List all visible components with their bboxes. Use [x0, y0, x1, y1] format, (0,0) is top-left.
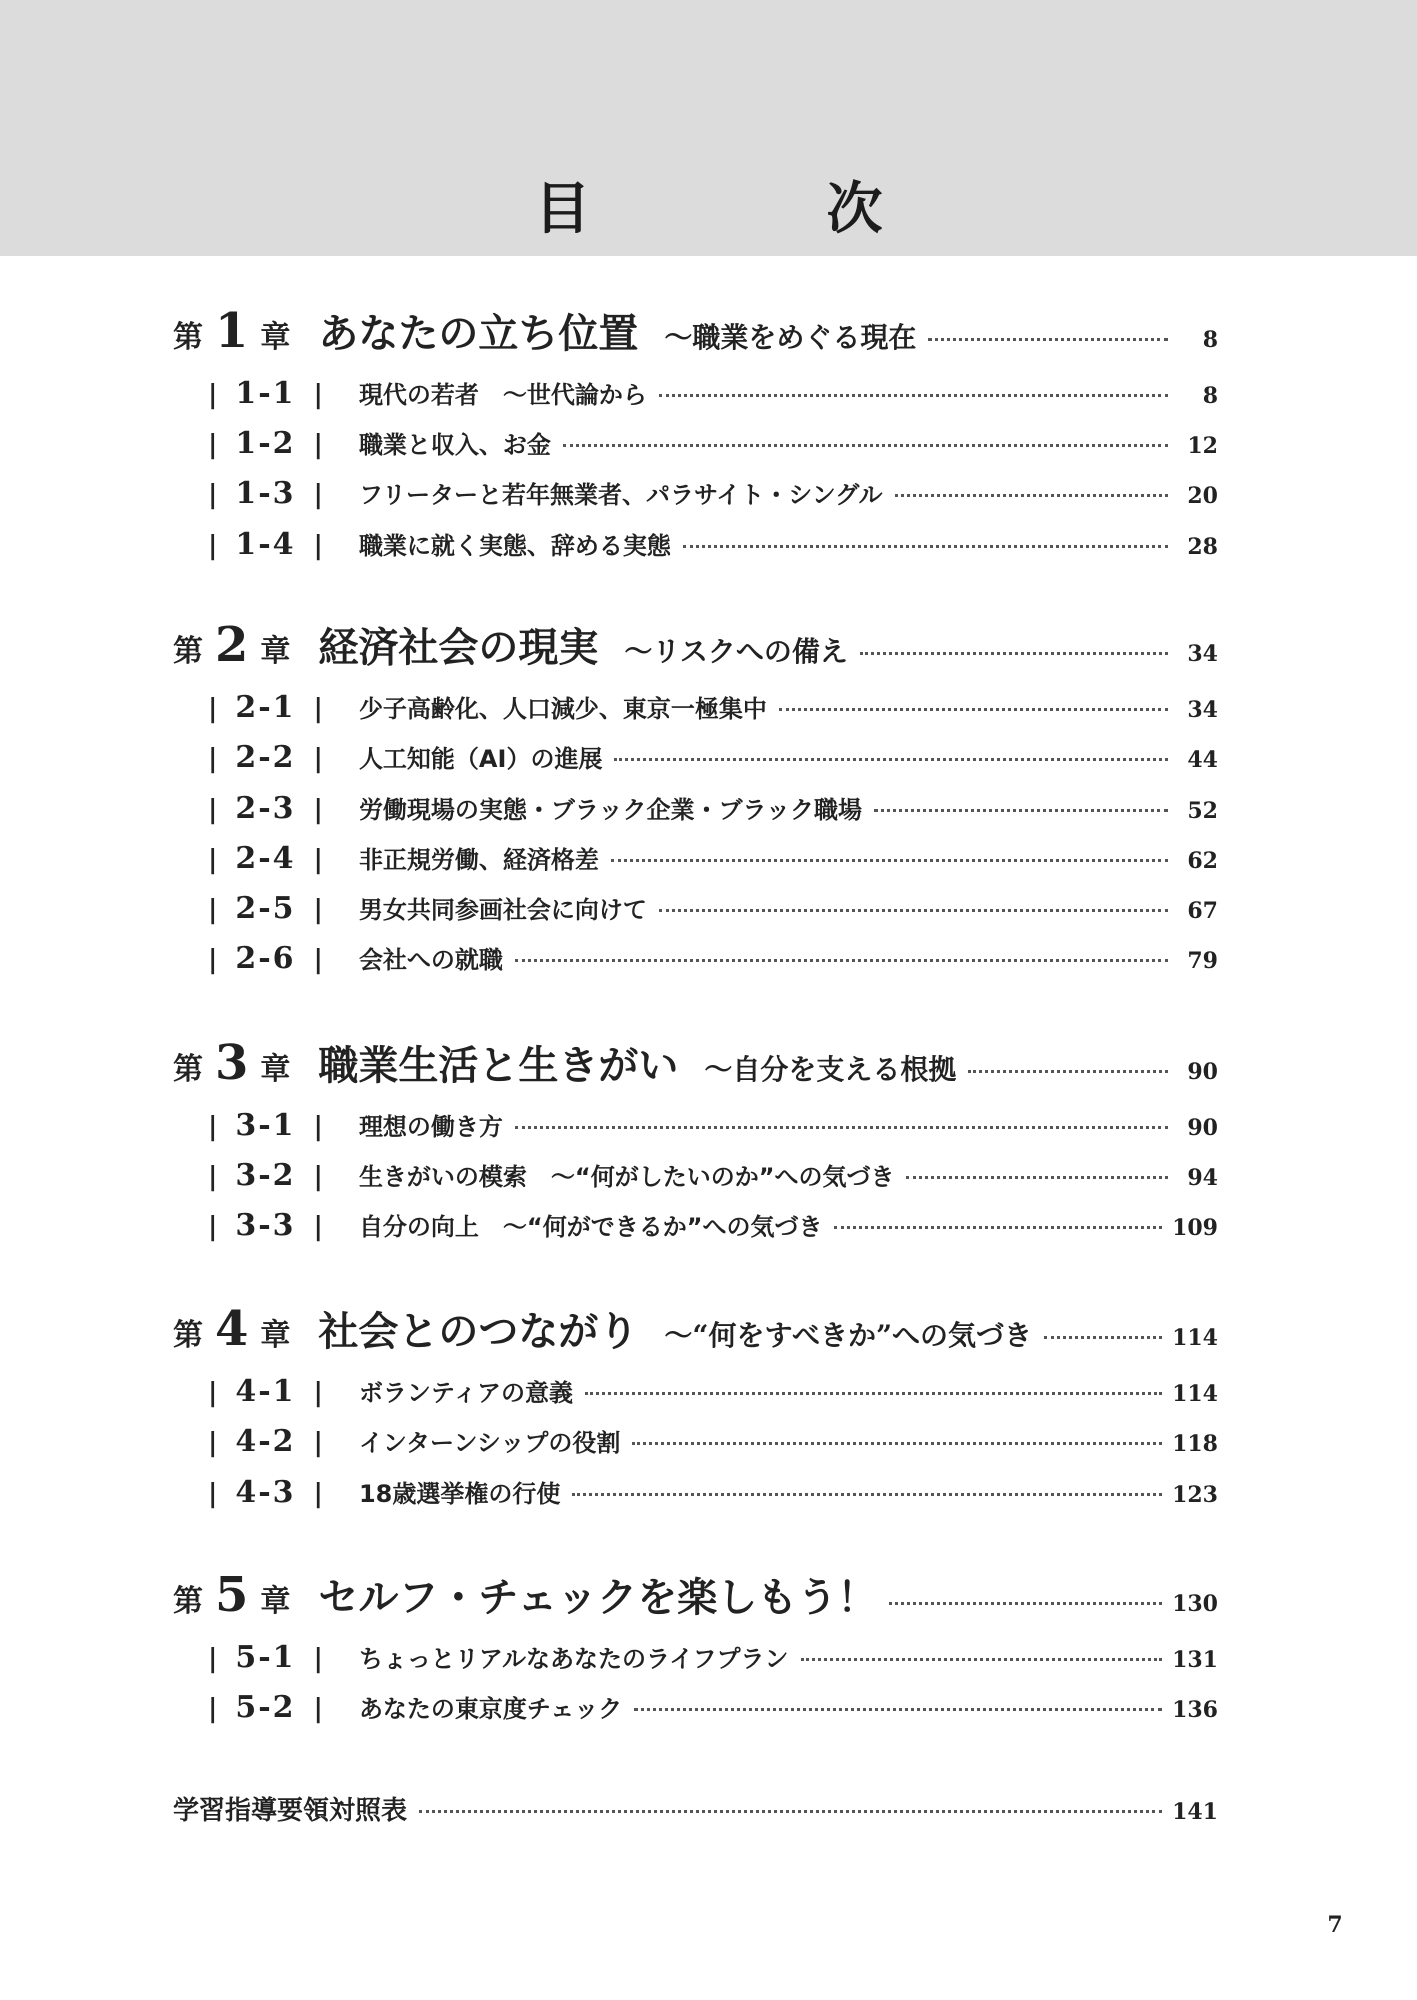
section-page: 34	[1187, 697, 1218, 723]
section-bar-right: |	[313, 945, 323, 975]
section-bar-left: |	[208, 744, 218, 774]
section-bar-left: |	[208, 1212, 218, 1242]
dot-leader	[860, 652, 1168, 655]
toc-section-row[interactable]	[208, 475, 1218, 519]
section-bar-left: |	[208, 845, 218, 875]
chapter-page: 34	[1187, 641, 1218, 667]
chapter-suffix: 章	[260, 1318, 291, 1353]
toc-section-row[interactable]	[208, 1474, 1218, 1518]
section-number: 1-4	[235, 527, 296, 562]
dot-leader	[659, 394, 1168, 397]
toc-section-row[interactable]	[208, 739, 1218, 783]
section-page: 52	[1187, 798, 1218, 824]
section-title: 人工知能（AI）の進展	[358, 745, 603, 773]
dot-leader	[874, 809, 1168, 812]
section-title: 生きがいの模索 〜“何がしたいのか”への気づき	[358, 1163, 895, 1191]
chapter-subtitle: 〜職業をめぐる現在	[664, 321, 917, 354]
section-title: インターンシップの役割	[358, 1429, 621, 1457]
section-page: 109	[1172, 1215, 1218, 1241]
section-title: 理想の働き方	[358, 1113, 503, 1141]
dot-leader	[968, 1070, 1168, 1073]
section-bar-left: |	[208, 1479, 218, 1509]
section-bar-right: |	[313, 480, 323, 510]
section-number: 2-4	[235, 841, 296, 876]
section-bar-left: |	[208, 480, 218, 510]
section-bar-right: |	[313, 1479, 323, 1509]
dot-leader	[632, 1442, 1162, 1445]
section-bar-right: |	[313, 694, 323, 724]
section-bar-left: |	[208, 1428, 218, 1458]
chapter-suffix: 章	[260, 320, 291, 355]
section-page: 44	[1187, 747, 1218, 773]
toc-section-row[interactable]	[208, 940, 1218, 984]
section-title: あなたの東京度チェック	[358, 1695, 623, 1723]
section-bar-left: |	[208, 380, 218, 410]
dot-leader	[834, 1226, 1162, 1229]
toc-section-row[interactable]	[208, 1157, 1218, 1201]
section-title: 職業と収入、お金	[358, 431, 551, 459]
section-page: 94	[1187, 1165, 1218, 1191]
section-page: 67	[1187, 898, 1218, 924]
chapter-prefix: 第	[173, 320, 203, 355]
dot-leader	[515, 1126, 1168, 1129]
dot-leader	[585, 1392, 1162, 1395]
section-page: 123	[1172, 1482, 1218, 1508]
section-title: ボランティアの意義	[358, 1379, 574, 1407]
toc-section-row[interactable]	[208, 689, 1218, 733]
section-bar-right: |	[313, 744, 323, 774]
toc-section-row[interactable]	[208, 840, 1218, 884]
toc-section-row[interactable]	[208, 1107, 1218, 1151]
section-bar-left: |	[208, 1694, 218, 1724]
section-number: 1-3	[235, 476, 296, 511]
chapter-page: 114	[1172, 1325, 1218, 1351]
chapter-suffix: 章	[260, 634, 291, 669]
section-number: 2-5	[235, 891, 296, 926]
chapter-number: 5	[215, 1567, 249, 1623]
section-bar-right: |	[313, 1212, 323, 1242]
chapter-number: 2	[215, 617, 249, 673]
section-page: 28	[1187, 534, 1218, 560]
dot-leader	[563, 444, 1168, 447]
toc-section-row[interactable]	[208, 526, 1218, 570]
section-page: 8	[1202, 383, 1218, 409]
section-number: 2-1	[235, 690, 296, 725]
chapter-title: あなたの立ち位置	[318, 310, 639, 357]
dot-leader	[779, 708, 1168, 711]
chapter-title: 社会とのつながり	[318, 1308, 639, 1355]
section-title: 現代の若者 〜世代論から	[358, 381, 647, 409]
section-bar-left: |	[208, 1378, 218, 1408]
section-bar-right: |	[313, 1112, 323, 1142]
section-title: 会社への就職	[358, 946, 503, 974]
toc-section-row[interactable]	[208, 375, 1218, 419]
section-title: 労働現場の実態・ブラック企業・ブラック職場	[358, 796, 862, 824]
section-bar-left: |	[208, 795, 218, 825]
section-title: 少子高齢化、人口減少、東京一極集中	[358, 695, 767, 723]
section-page: 20	[1187, 483, 1218, 509]
section-title: 男女共同参画社会に向けて	[358, 896, 647, 924]
section-title: 非正規労働、経済格差	[358, 846, 599, 874]
section-number: 2-6	[235, 941, 296, 976]
toc-chapter-row[interactable]	[173, 302, 1218, 366]
section-bar-right: |	[313, 1428, 323, 1458]
section-number: 3-2	[235, 1158, 296, 1193]
section-number: 4-3	[235, 1475, 296, 1510]
section-page: 12	[1187, 433, 1218, 459]
chapter-prefix: 第	[173, 1584, 203, 1619]
dot-leader	[634, 1708, 1162, 1711]
section-page: 79	[1187, 948, 1218, 974]
section-title: 自分の向上 〜“何ができるか”への気づき	[358, 1213, 823, 1241]
section-page: 131	[1172, 1647, 1218, 1673]
dot-leader	[611, 859, 1168, 862]
chapter-title: 経済社会の現実	[318, 624, 599, 671]
section-page: 90	[1187, 1115, 1218, 1141]
toc-chapter-row[interactable]	[173, 1034, 1218, 1098]
chapter-page: 130	[1172, 1591, 1218, 1617]
section-bar-left: |	[208, 1112, 218, 1142]
dot-leader	[906, 1176, 1168, 1179]
section-bar-right: |	[313, 1378, 323, 1408]
section-bar-left: |	[208, 430, 218, 460]
toc-section-row[interactable]	[208, 1423, 1218, 1467]
dot-leader	[515, 959, 1168, 962]
toc-chapter-row[interactable]	[173, 1566, 1218, 1630]
dot-leader	[928, 338, 1168, 341]
toc-section-row[interactable]	[208, 425, 1218, 469]
section-number: 1-1	[235, 376, 296, 411]
section-title: フリーターと若年無業者、パラサイト・シングル	[358, 481, 883, 509]
toc-section-row[interactable]	[208, 1207, 1218, 1251]
section-number: 4-2	[235, 1424, 296, 1459]
chapter-subtitle: 〜“何をすべきか”への気づき	[664, 1319, 1033, 1352]
dot-leader	[895, 494, 1169, 497]
section-bar-right: |	[313, 531, 323, 561]
section-page: 136	[1172, 1697, 1218, 1723]
section-bar-left: |	[208, 531, 218, 561]
section-bar-right: |	[313, 845, 323, 875]
section-bar-right: |	[313, 795, 323, 825]
dot-leader	[614, 758, 1168, 761]
chapter-subtitle: 〜リスクへの備え	[624, 635, 848, 668]
section-bar-right: |	[313, 380, 323, 410]
chapter-suffix: 章	[260, 1584, 291, 1619]
section-number: 2-3	[235, 791, 296, 826]
dot-leader	[1044, 1336, 1162, 1339]
chapter-prefix: 第	[173, 1318, 203, 1353]
section-number: 5-1	[235, 1640, 296, 1675]
chapter-number: 3	[215, 1035, 249, 1091]
toc-section-row[interactable]	[208, 890, 1218, 934]
toc-chapter-row[interactable]	[173, 616, 1218, 680]
dot-leader	[683, 545, 1168, 548]
page-title: 目 次	[534, 177, 973, 242]
chapter-suffix: 章	[260, 1052, 291, 1087]
toc-section-row[interactable]	[208, 1373, 1218, 1417]
section-number: 1-2	[235, 426, 296, 461]
section-bar-right: |	[313, 1694, 323, 1724]
section-bar-right: |	[313, 1162, 323, 1192]
section-bar-left: |	[208, 895, 218, 925]
section-bar-right: |	[313, 1644, 323, 1674]
dot-leader	[572, 1493, 1162, 1496]
section-bar-left: |	[208, 1644, 218, 1674]
chapter-number: 1	[215, 303, 249, 359]
section-number: 4-1	[235, 1374, 296, 1409]
section-number: 3-3	[235, 1208, 296, 1243]
section-bar-left: |	[208, 694, 218, 724]
toc-section-row[interactable]	[208, 1639, 1218, 1683]
chapter-number: 4	[215, 1301, 249, 1357]
appendix-page: 141	[1172, 1799, 1218, 1825]
chapter-page: 90	[1187, 1059, 1218, 1085]
toc-section-row[interactable]	[208, 790, 1218, 834]
section-number: 5-2	[235, 1690, 296, 1725]
chapter-prefix: 第	[173, 634, 203, 669]
section-bar-right: |	[313, 430, 323, 460]
section-number: 3-1	[235, 1108, 296, 1143]
chapter-subtitle: 〜自分を支える根拠	[704, 1053, 957, 1086]
section-bar-left: |	[208, 945, 218, 975]
section-bar-right: |	[313, 895, 323, 925]
section-number: 2-2	[235, 740, 296, 775]
page-number: 7	[1327, 1912, 1343, 1938]
section-title: 18歳選挙権の行使	[358, 1480, 561, 1508]
chapter-prefix: 第	[173, 1052, 203, 1087]
toc-chapter-row[interactable]	[173, 1300, 1218, 1364]
section-page: 114	[1172, 1381, 1218, 1407]
section-title: ちょっとリアルなあなたのライフプラン	[358, 1645, 789, 1673]
toc-appendix-row[interactable]	[173, 1790, 1218, 1834]
section-title: 職業に就く実態、辞める実態	[358, 532, 671, 560]
section-page: 118	[1172, 1431, 1218, 1457]
chapter-title: セルフ・チェックを楽しもう！	[318, 1574, 878, 1621]
dot-leader	[801, 1658, 1163, 1661]
toc-section-row[interactable]	[208, 1689, 1218, 1733]
dot-leader	[889, 1602, 1162, 1605]
section-page: 62	[1187, 848, 1218, 874]
chapter-page: 8	[1202, 327, 1218, 353]
dot-leader	[659, 909, 1168, 912]
appendix-title: 学習指導要領対照表	[173, 1796, 408, 1826]
chapter-title: 職業生活と生きがい	[318, 1042, 679, 1089]
section-bar-left: |	[208, 1162, 218, 1192]
dot-leader	[419, 1810, 1162, 1813]
